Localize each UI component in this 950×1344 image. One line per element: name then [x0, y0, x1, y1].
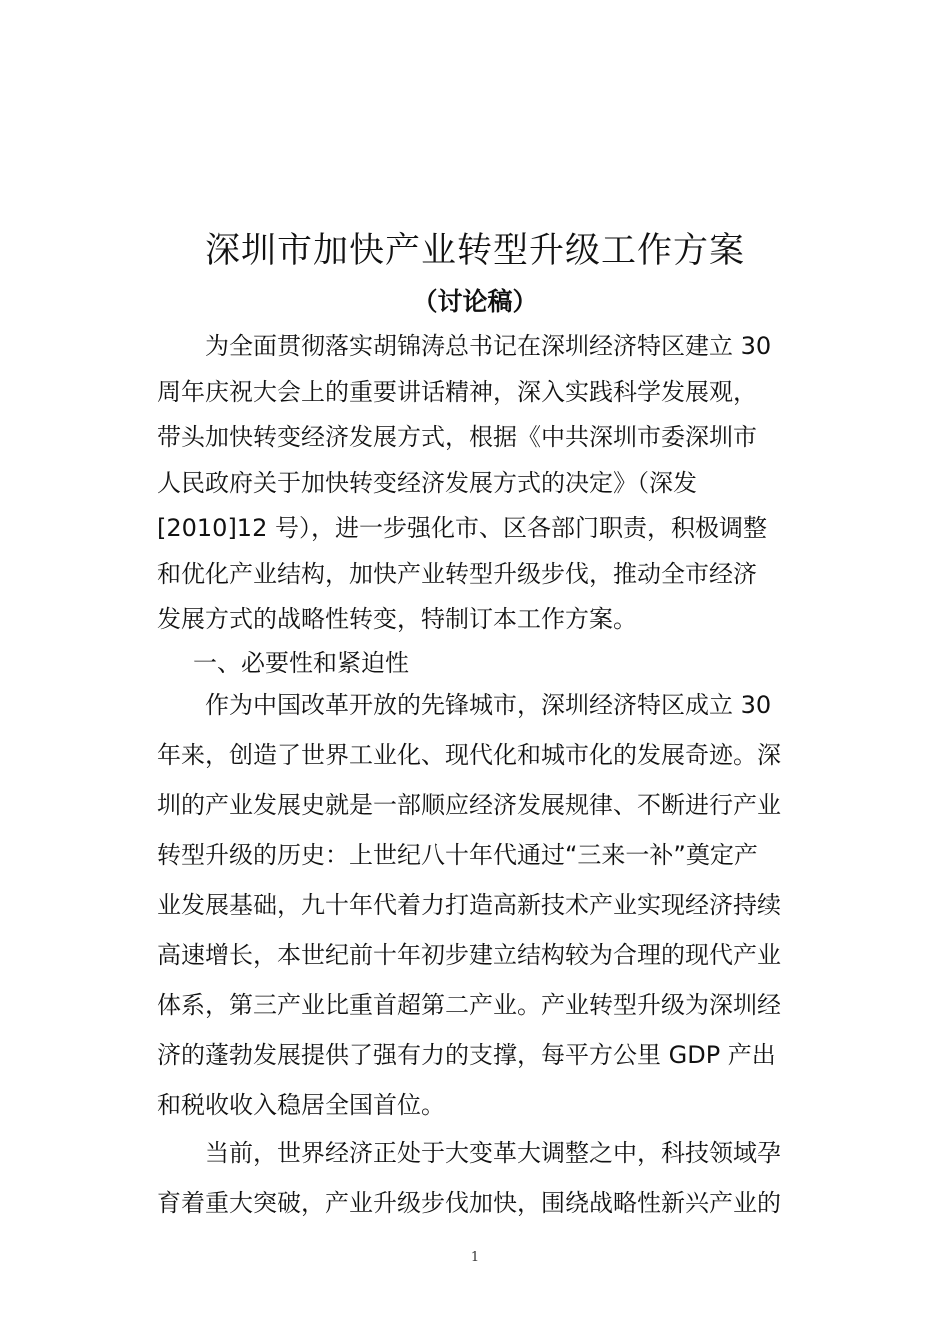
- paragraph-line: 圳的产业发展史就是一部顺应经济发展规律、不断进行产业: [157, 791, 781, 819]
- body-paragraph: [157, 1128, 817, 1228]
- paragraph-line: 济的蓬勃发展提供了强有力的支撑，每平方公里 GDP 产出: [157, 1041, 776, 1069]
- paragraph-line: 和优化产业结构，加快产业转型升级步伐，推动全市经济: [157, 559, 757, 588]
- paragraph-line: [2010]12 号），进一步强化市、区各部门职责，积极调整: [157, 514, 767, 542]
- paragraph-line: 体系，第三产业比重首超第二产业。产业转型升级为深圳经: [157, 991, 781, 1019]
- paragraph-line: 带头加快转变经济发展方式，根据《中共深圳市委深圳市: [157, 423, 757, 451]
- document-subtitle: （讨论稿）: [412, 287, 538, 316]
- paragraph-line: 业发展基础，九十年代着力打造高新技术产业实现经济持续: [157, 891, 781, 919]
- intro-paragraph: [157, 324, 817, 643]
- paragraph-line: 高速增长，本世纪前十年初步建立结构较为合理的现代产业: [157, 941, 781, 969]
- paragraph-line: 和税收收入稳居全国首位。: [157, 1091, 445, 1119]
- paragraph-line: 发展方式的战略性转变，特制订本工作方案。: [157, 605, 637, 633]
- paragraph-line: 作为中国改革开放的先锋城市，深圳经济特区成立 30: [157, 691, 772, 719]
- paragraph-line: 育着重大突破，产业升级步伐加快，围绕战略性新兴产业的: [157, 1189, 781, 1217]
- body-paragraph: [157, 680, 817, 1130]
- paragraph-line: 人民政府关于加快转变经济发展方式的决定》（深发: [157, 468, 697, 497]
- paragraph-line: 当前，世界经济正处于大变革大调整之中，科技领域孕: [157, 1139, 781, 1167]
- document-title: 深圳市加快产业转型升级工作方案: [204, 231, 745, 271]
- section-heading: 一、必要性和紧迫性: [193, 649, 409, 677]
- paragraph-line: 转型升级的历史：上世纪八十年代通过“三来一补”奠定产: [157, 841, 758, 869]
- paragraph-line: 为全面贯彻落实胡锦涛总书记在深圳经济特区建立 30: [157, 332, 772, 360]
- paragraph-line: 周年庆祝大会上的重要讲话精神，深入实践科学发展观，: [157, 377, 757, 406]
- page-number: 1: [470, 1250, 480, 1265]
- paragraph-line: 年来，创造了世界工业化、现代化和城市化的发展奇迹。深: [157, 741, 781, 769]
